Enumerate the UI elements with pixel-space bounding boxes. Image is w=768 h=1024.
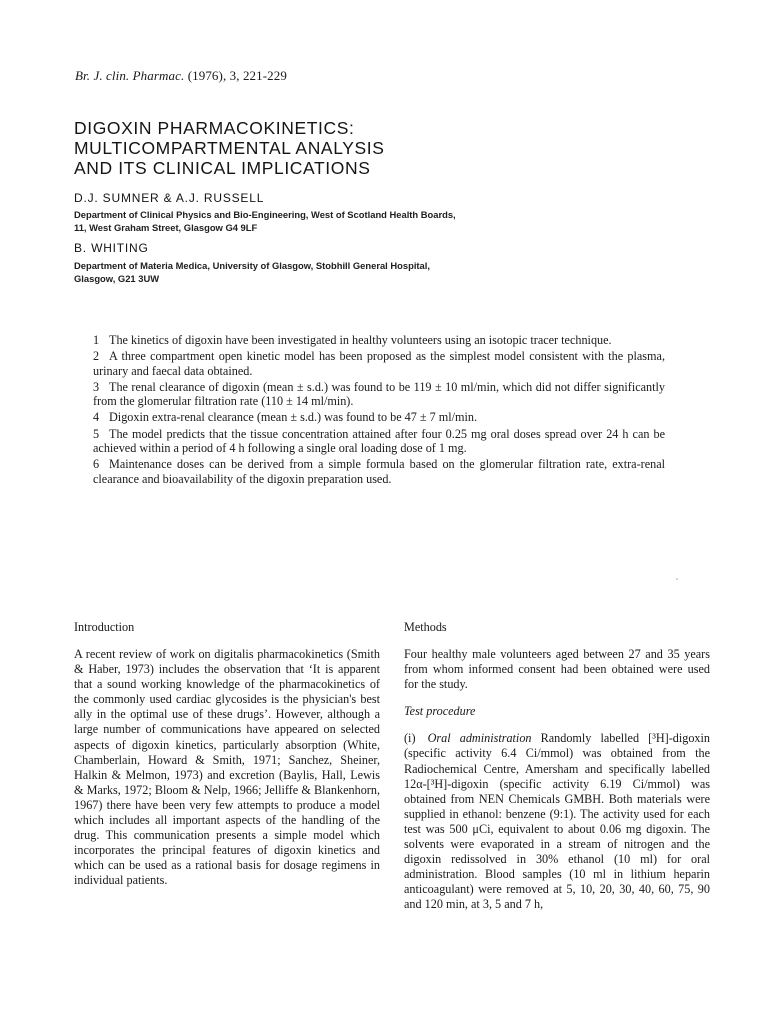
oral-administration-paragraph [404, 731, 710, 912]
affiliation-line: 11, West Graham Street, Glasgow G4 9LF [74, 222, 258, 233]
affiliation-line: Department of Materia Medica, University of Glasgow, Stobhill General Hospital, [74, 260, 430, 271]
methods-section [404, 620, 710, 925]
abstract-item-number: 6 [93, 457, 100, 472]
abstract-item-number: 5 [93, 426, 100, 441]
section-heading-introduction: Introduction [74, 620, 135, 634]
abstract-item [93, 349, 665, 378]
abstract-item-number: 2 [93, 349, 100, 364]
introduction-paragraph: A recent review of work on digitalis pharmacokinetics (Smith & Haber, 1973) includes the observation that ‘It is apparent that a sound working knowledge of the pharmacokinetics of the commonly used cardiac glycosides is the physician's best ally in the optimal use of these drugs’. However, although a large number of communications have appeared on selected aspects of digoxin kinetics, particularly absorption (White, Chamberlain, Howard & Smith, 1971; Sanchez, Sheiner, Halkin & Melmon, 1973) and excretion (Baylis, Hall, Lewis & Marks, 1972; Bloom & Nelp, 1966; Jelliffe & Blankenhorn, 1967) there have been very few attempts to produce a model which includes all important aspects of the handling of the drug. This communication presents a simple model which incorporates the principal features of digoxin kinetics and which can be used as a rational basis for dosage regimens in individual patients. [74, 647, 380, 888]
abstract-item-number: 4 [93, 410, 100, 425]
journal-name: Br. J. clin. Pharmac. [75, 68, 185, 83]
abstract-item-text: Digoxin extra-renal clearance (mean ± s.d.) was found to be 47 ± 7 ml/min. [109, 410, 478, 425]
abstract-item-text: A three compartment open kinetic model has been proposed as the simplest model consistent with the plasma, urinary and faecal data obtained. [93, 349, 665, 378]
abstract-item-text: The renal clearance of digoxin (mean ± s.d.) was found to be 119 ± 10 ml/min, which did not differ significantly from the glomerular filtration rate (110 ± 14 ml/min). [93, 379, 665, 409]
affiliation-2 [74, 259, 430, 285]
methods-paragraph: Four healthy male volunteers aged between 27 and 35 years from whom informed consent had been obtained were used for the study. [404, 647, 710, 692]
journal-citation [75, 68, 287, 84]
abstract-item [93, 427, 665, 456]
introduction-section [74, 620, 380, 901]
abstract-item [93, 410, 665, 425]
journal-volume-pages: (1976), 3, 221-229 [184, 68, 287, 83]
abstract-item-text: Maintenance doses can be derived from a simple formula based on the glomerular filtration rate, extra-renal clearance and bioavailability of the digoxin preparation used. [93, 457, 665, 486]
author-names-1: D.J. SUMNER & A.J. RUSSELL [74, 191, 265, 205]
title-line: AND ITS CLINICAL IMPLICATIONS [74, 158, 371, 178]
title-line: MULTICOMPARTMENTAL ANALYSIS [74, 138, 385, 158]
abstract-item [93, 380, 665, 409]
affiliation-line: Glasgow, G21 3UW [74, 273, 160, 284]
abstract-item [93, 333, 665, 348]
abstract-item-text: The model predicts that the tissue concentration attained after four 0.25 mg oral doses spread over 24 h can be achieved within a period of 4 h following a single oral loading dose of 1 mg. [93, 426, 665, 456]
title-line: DIGOXIN PHARMACOKINETICS: [74, 118, 355, 138]
abstract-item-number: 1 [93, 333, 100, 347]
affiliation-1 [74, 208, 456, 234]
abstract [93, 333, 665, 488]
section-heading-methods: Methods [404, 620, 447, 634]
procedure-title: Oral administration [427, 731, 532, 746]
abstract-item-number: 3 [93, 379, 100, 394]
procedure-text: Randomly labelled [³H]-digoxin (specific activity 6.4 Ci/mmol) was obtained from the Radiochemical Centre, Amersham and specifically labelled 12α-[³H]-digoxin (specific activity 6.19 Ci/mmol) was obtained from NEN Chemicals GMBH. Both materials were supplied in ethanol: benzene (9:1). The activity used for each test was 500 μCi, equivalent to about 0.06 mg digoxin. The solvents were evaporated in a stream of nitrogen and the digoxin redissolved in 30% ethanol (10 ml) for oral administration. Blood samples (10 ml in lithium heparin anticoagulant) were removed at 5, 10, 20, 30, 40, 60, 75, 90 and 120 min, at 3, 5 and 7 h, [404, 731, 711, 912]
article-title [74, 118, 385, 178]
procedure-number: (i) [404, 731, 416, 746]
subheading-test-procedure: Test procedure [404, 704, 476, 719]
abstract-item [93, 457, 665, 486]
scan-speck [676, 578, 678, 580]
abstract-item-text: The kinetics of digoxin have been investigated in healthy volunteers using an isotopic tracer technique. [109, 333, 612, 347]
author-names-2: B. WHITING [74, 241, 149, 255]
affiliation-line: Department of Clinical Physics and Bio-Engineering, West of Scotland Health Boards, [74, 209, 456, 220]
